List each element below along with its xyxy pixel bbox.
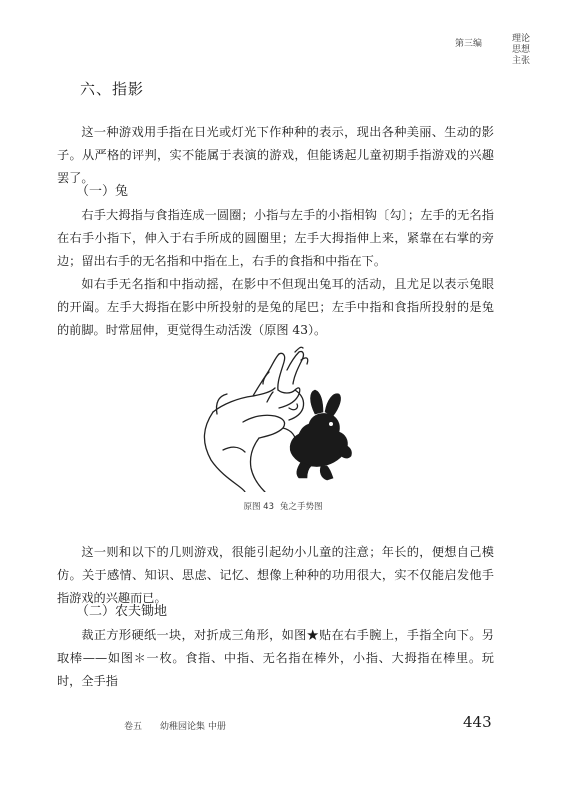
running-header-part: 第三编 <box>455 39 483 49</box>
section-title: 六、指影 <box>80 80 145 98</box>
running-header-topic-line: 主张 <box>511 56 530 66</box>
footer-book-title: 幼稚园论集 <box>160 722 206 732</box>
intro-paragraph: 这一种游戏用手指在日光或灯光下作种种的表示，现出各种美丽、生动的影子。从严格的评判，实不能属于表演的游戏，但能诱起儿童初期手指游戏的兴趣罢了。 <box>57 125 494 185</box>
subsection-heading-rabbit: （一）兔 <box>76 184 129 199</box>
running-header-topic <box>506 34 536 67</box>
figure-caption <box>183 500 383 512</box>
rabbit-shadow-illustration <box>183 342 383 492</box>
running-header-topic-line: 理论 <box>511 34 530 44</box>
rabbit-paragraph-1: 右手大拇指与食指连成一圆圈；小指与左手的小指相钩〔勾〕；左手的无名指在右手小指下，伸入于右手所成的圆圈里；左手大拇指伸上来，紧靠在右掌的旁边；留出右手的无名指和中指在上，右手的食指和中指在下。 <box>57 208 494 268</box>
rabbit-paragraph-2: 如右手无名指和中指动摇，在影中不但现出兔耳的活动，且尤足以表示兔眼的开阖。左手大拇指在影中所投射的是兔的尾巴；左手中指和食指所投射的是兔的前脚。时常屈伸，更觉得生动活泼（原图 43）。 <box>57 277 494 337</box>
farmer-paragraph-1: 裁正方形硬纸一块，对折成三角形，如图★贴在右手腕上，手指全向下。另取棒——如图＊一枚。食指、中指、无名指在棒外，小指、大拇指在棒里。玩时，全手指 <box>57 628 494 688</box>
page-number: 443 <box>463 713 492 731</box>
subsection-heading-farmer: （二）农夫锄地 <box>76 604 168 619</box>
footer-part: 中册 <box>208 722 227 732</box>
rabbit-eye <box>329 422 333 426</box>
figure-caption-number: 原图 43 <box>243 502 274 512</box>
footer-volume: 卷五 <box>124 722 143 732</box>
after-rabbit-paragraph: 这一则和以下的几则游戏，很能引起幼小儿童的注意；年长的，便想自己模仿。关于感情、知识、思虑、记忆、想像上种种的功用很大，实不仅能启发他手指游戏的兴趣而已。 <box>57 545 494 605</box>
running-header-topic-line: 思想 <box>511 45 530 55</box>
figure-caption-text: 兔之手势图 <box>280 502 323 512</box>
